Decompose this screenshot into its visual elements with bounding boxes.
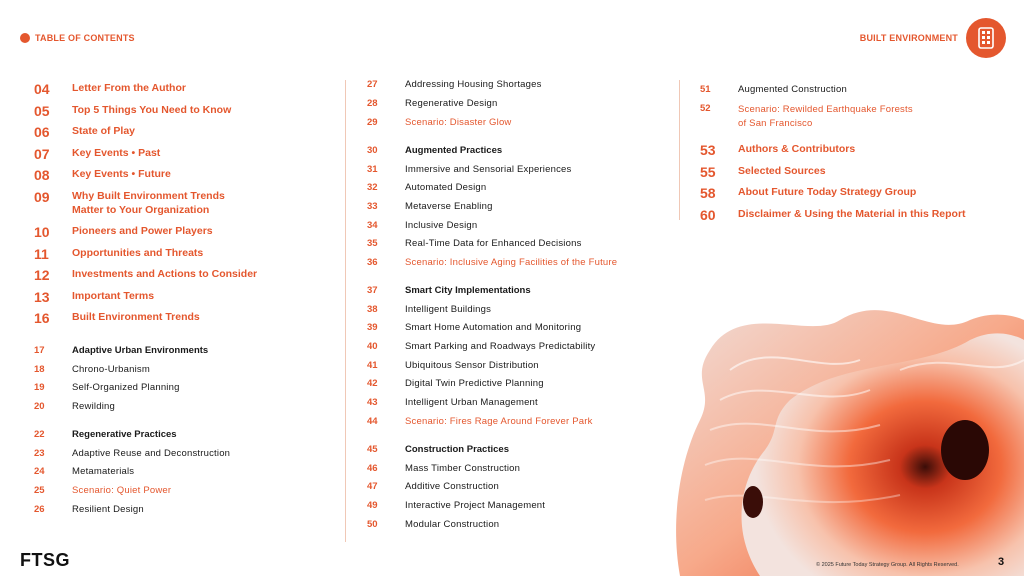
toc-subentry[interactable]: 26 Resilient Design [34,504,144,515]
toc-subentry[interactable]: 47 Additive Construction [367,481,499,492]
toc-subentry[interactable]: 19 Self-Organized Planning [34,382,180,393]
toc-entry[interactable]: 58 About Future Today Strategy Group [700,185,917,201]
toc-entry[interactable]: 05 Top 5 Things You Need to Know [34,103,232,119]
abstract-wave-artwork [670,280,1024,576]
toc-subentry[interactable]: 51 Augmented Construction [700,84,847,95]
toc-subentry[interactable]: 43 Intelligent Urban Management [367,397,538,408]
toc-entry[interactable]: 09 Why Built Environment Trends Matter to Your Organization [34,189,225,216]
toc-subentry[interactable]: 30 Augmented Practices [367,145,503,156]
toc-subentry[interactable]: 52 Scenario: Rewilded Earthquake Forests of San Francisco [700,103,913,129]
column-divider [679,80,680,220]
toc-entry[interactable]: 07 Key Events • Past [34,146,161,162]
toc-subentry[interactable]: 45 Construction Practices [367,444,509,455]
toc-subentry[interactable]: 17 Adaptive Urban Environments [34,345,209,356]
toc-subentry[interactable]: 32 Automated Design [367,182,487,193]
toc-subentry[interactable]: 35 Real-Time Data for Enhanced Decisions [367,238,582,249]
building-icon [966,18,1006,58]
toc-entry[interactable]: 53 Authors & Contributors [700,142,856,158]
toc-subentry[interactable]: 41 Ubiquitous Sensor Distribution [367,360,539,371]
toc-entry[interactable]: 08 Key Events • Future [34,167,171,183]
toc-subentry[interactable]: 50 Modular Construction [367,519,500,530]
section-header [860,18,1006,58]
page-number: 3 [998,556,1005,568]
toc-entry[interactable]: 11 Opportunities and Threats [34,246,204,262]
toc-entry[interactable]: 10 Pioneers and Power Players [34,224,213,240]
toc-entry[interactable]: 04 Letter From the Author [34,81,186,97]
toc-subentry[interactable]: 40 Smart Parking and Roadways Predictability [367,341,596,352]
toc-subentry[interactable]: 18 Chrono-Urbanism [34,364,150,375]
toc-subentry[interactable]: 49 Interactive Project Management [367,500,546,511]
toc-subentry[interactable]: 33 Metaverse Enabling [367,201,493,212]
column-divider [345,80,346,542]
toc-entry[interactable]: 60 Disclaimer & Using the Material in this Report [700,207,966,223]
toc-label: TABLE OF CONTENTS [35,33,135,43]
toc-subentry[interactable]: 42 Digital Twin Predictive Planning [367,378,544,389]
toc-header [20,33,135,43]
toc-subentry[interactable]: 24 Metamaterials [34,466,135,477]
toc-entry[interactable]: 16 Built Environment Trends [34,310,200,326]
bullet-dot-icon [20,33,30,43]
toc-subentry[interactable]: 25 Scenario: Quiet Power [34,485,172,496]
toc-subentry[interactable]: 28 Regenerative Design [367,98,498,109]
section-label: BUILT ENVIRONMENT [859,33,958,43]
toc-entry[interactable]: 06 State of Play [34,124,136,140]
toc-subentry[interactable]: 34 Inclusive Design [367,220,478,231]
copyright-text: © 2025 Future Today Strategy Group. All Rights Reserved. [816,562,959,568]
toc-subentry[interactable]: 46 Mass Timber Construction [367,463,521,474]
toc-subentry[interactable]: 39 Smart Home Automation and Monitoring [367,322,582,333]
toc-subentry[interactable]: 23 Adaptive Reuse and Deconstruction [34,448,231,459]
toc-subentry[interactable]: 36 Scenario: Inclusive Aging Facilities of the Future [367,257,618,268]
toc-subentry[interactable]: 44 Scenario: Fires Rage Around Forever Park [367,416,593,427]
toc-subentry[interactable]: 20 Rewilding [34,401,115,412]
toc-subentry[interactable]: 38 Intelligent Buildings [367,304,492,315]
ftsg-logo: FTSG [20,550,70,570]
toc-entry[interactable]: 12 Investments and Actions to Consider [34,267,258,283]
toc-subentry[interactable]: 27 Addressing Housing Shortages [367,79,542,90]
toc-subentry[interactable]: 22 Regenerative Practices [34,429,177,440]
toc-entry[interactable]: 13 Important Terms [34,289,155,305]
toc-subentry[interactable]: 29 Scenario: Disaster Glow [367,117,512,128]
toc-entry[interactable]: 55 Selected Sources [700,164,826,180]
toc-subentry[interactable]: 31 Immersive and Sensorial Experiences [367,164,572,175]
toc-subentry[interactable]: 37 Smart City Implementations [367,285,531,296]
